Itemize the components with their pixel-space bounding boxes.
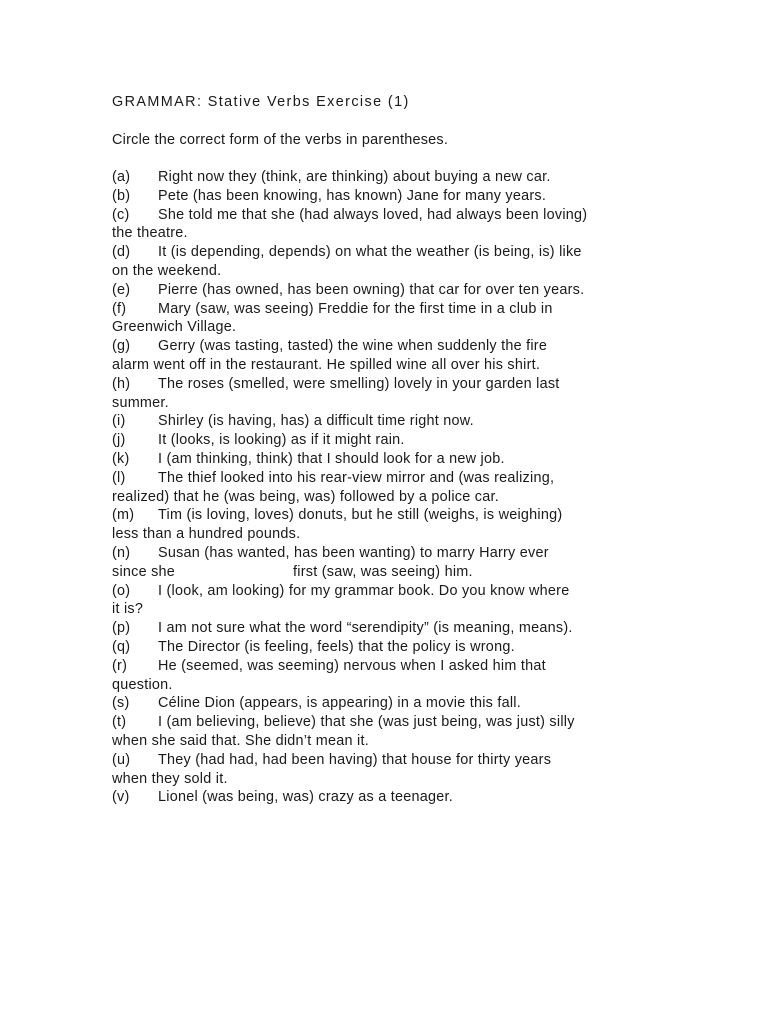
exercise-item: [112, 281, 656, 300]
exercise-item-first-line: [112, 431, 656, 450]
exercise-item: [112, 694, 656, 713]
exercise-item-continuation-start: since she: [112, 563, 176, 580]
exercise-item-first-line: [112, 751, 656, 770]
exercise-item: [112, 582, 656, 620]
exercise-item-continuation: when they sold it.: [112, 770, 228, 787]
exercise-item-continuation: when she said that. She didn’t mean it.: [112, 732, 369, 749]
exercise-item-label: (t): [112, 714, 127, 731]
exercise-item-label: (b): [112, 187, 131, 204]
exercise-item-continuation: Greenwich Village.: [112, 319, 237, 336]
exercise-item-continuation: it is?: [112, 601, 144, 618]
exercise-item-label: (h): [112, 375, 131, 392]
exercise-item-text: Right now they (think, are thinking) about buying a new car.: [158, 169, 551, 185]
exercise-item-text: Pierre (has owned, has been owning) that car for over ten years.: [158, 281, 585, 298]
exercise-item-continuation: less than a hundred pounds.: [112, 526, 301, 543]
exercise-item-first-line: [112, 713, 656, 732]
exercise-item-first-line: [112, 300, 656, 319]
exercise-instruction: Circle the correct form of the verbs in parentheses.: [112, 131, 449, 148]
exercise-item-text: Gerry (was tasting, tasted) the wine when suddenly the fire: [158, 338, 548, 355]
exercise-item: [112, 168, 656, 187]
exercise-item-text: She told me that she (had always loved, had always been loving): [158, 206, 588, 223]
exercise-item: [112, 638, 656, 657]
exercise-item: [112, 337, 656, 375]
exercise-item-first-line: [112, 788, 656, 807]
exercise-item-text: Tim (is loving, loves) donuts, but he still (weighs, is weighing): [158, 507, 563, 524]
exercise-item-label: (c): [112, 206, 130, 223]
exercise-item-first-line: [112, 657, 656, 676]
exercise-item-label: (m): [112, 507, 135, 524]
exercise-item-first-line: [112, 469, 656, 488]
exercise-item-label: (n): [112, 544, 131, 561]
exercise-item: [112, 544, 656, 582]
exercise-item-text: Pete (has been knowing, has known) Jane for many years.: [158, 187, 547, 204]
exercise-item-text: I am not sure what the word “serendipity” (is meaning, means).: [158, 620, 573, 637]
exercise-item-text: It (is depending, depends) on what the weather (is being, is) like: [158, 244, 582, 261]
exercise-item-text: Mary (saw, was seeing) Freddie for the first time in a club in: [158, 300, 553, 317]
exercise-item-label: (v): [112, 789, 130, 806]
exercise-item: [112, 412, 656, 431]
exercise-item-first-line: [112, 375, 656, 394]
exercise-item-first-line: [112, 281, 656, 300]
exercise-item-label: (r): [112, 657, 128, 674]
exercise-item-label: (a): [112, 169, 131, 185]
exercise-item: [112, 506, 656, 544]
exercise-item-first-line: [112, 450, 656, 469]
exercise-item-text: The thief looked into his rear-view mirror and (was realizing,: [158, 469, 555, 486]
exercise-item-text: The roses (smelled, were smelling) lovely in your garden last: [158, 375, 560, 392]
exercise-item-first-line: [112, 243, 656, 262]
exercise-item-first-line: [112, 206, 656, 225]
exercise-item-first-line: [112, 638, 656, 657]
exercise-item-text: Susan (has wanted, has been wanting) to marry Harry ever: [158, 544, 549, 561]
exercise-item: [112, 300, 656, 338]
exercise-item-text: Shirley (is having, has) a difficult time right now.: [158, 413, 474, 430]
exercise-item-text: Lionel (was being, was) crazy as a teenager.: [158, 789, 453, 806]
exercise-item: [112, 187, 656, 206]
exercise-item-first-line: [112, 544, 656, 563]
exercise-item-label: (l): [112, 469, 126, 486]
exercise-item-continuation: realized) that he (was being, was) followed by a police car.: [112, 488, 499, 505]
exercise-item: [112, 751, 656, 789]
exercise-item-text: They (had had, had been having) that house for thirty years: [158, 751, 552, 768]
document-title: GRAMMAR: Stative Verbs Exercise (1): [112, 94, 410, 110]
exercise-item-label: (o): [112, 582, 131, 599]
exercise-item-first-line: [112, 619, 656, 638]
exercise-item-label: (d): [112, 244, 131, 261]
exercise-item-label: (j): [112, 432, 126, 449]
exercise-item-first-line: [112, 412, 656, 431]
exercise-item: [112, 375, 656, 413]
exercise-item-first-line: [112, 187, 656, 206]
exercise-item: [112, 619, 656, 638]
exercise-item-label: (e): [112, 281, 131, 298]
exercise-item-label: (i): [112, 413, 126, 430]
exercise-item-continuation: alarm went off in the restaurant. He spilled wine all over his shirt.: [112, 356, 541, 373]
exercise-item-label: (k): [112, 450, 130, 467]
exercise-item: [112, 243, 656, 281]
exercise-item-continuation: question.: [112, 676, 173, 693]
exercise-item-text: He (seemed, was seeming) nervous when I asked him that: [158, 657, 546, 674]
exercise-item-text: The Director (is feeling, feels) that the policy is wrong.: [158, 638, 515, 655]
exercise-item: [112, 657, 656, 695]
exercise-item-label: (g): [112, 338, 131, 355]
exercise-item-list: [112, 168, 656, 807]
exercise-item-text: I (am thinking, think) that I should look for a new job.: [158, 450, 505, 467]
exercise-item-continuation-end: first (saw, was seeing) him.: [293, 563, 473, 580]
exercise-item-first-line: [112, 582, 656, 601]
exercise-item-text: I (am believing, believe) that she (was just being, was just) silly: [158, 714, 575, 731]
exercise-item-first-line: [112, 694, 656, 713]
exercise-item-label: (q): [112, 638, 131, 655]
exercise-item: [112, 788, 656, 807]
exercise-item: [112, 713, 656, 751]
exercise-item-continuation: on the weekend.: [112, 262, 222, 279]
exercise-item: [112, 469, 656, 507]
exercise-item: [112, 450, 656, 469]
exercise-item-label: (s): [112, 695, 130, 712]
exercise-item-text: Céline Dion (appears, is appearing) in a movie this fall.: [158, 695, 521, 712]
exercise-item-label: (p): [112, 620, 131, 637]
exercise-item-first-line: [112, 506, 656, 525]
exercise-item-text: I (look, am looking) for my grammar book. Do you know where: [158, 582, 570, 599]
exercise-item-first-line: [112, 337, 656, 356]
exercise-item-continuation: [112, 563, 656, 582]
document-page: [112, 93, 656, 807]
exercise-item-label: (u): [112, 751, 131, 768]
exercise-item: [112, 431, 656, 450]
exercise-item-first-line: [112, 168, 656, 187]
exercise-item-label: (f): [112, 300, 127, 317]
exercise-item-continuation: summer.: [112, 394, 169, 411]
exercise-item-continuation: the theatre.: [112, 225, 188, 242]
exercise-item-text: It (looks, is looking) as if it might rain.: [158, 432, 405, 449]
exercise-item: [112, 206, 656, 244]
